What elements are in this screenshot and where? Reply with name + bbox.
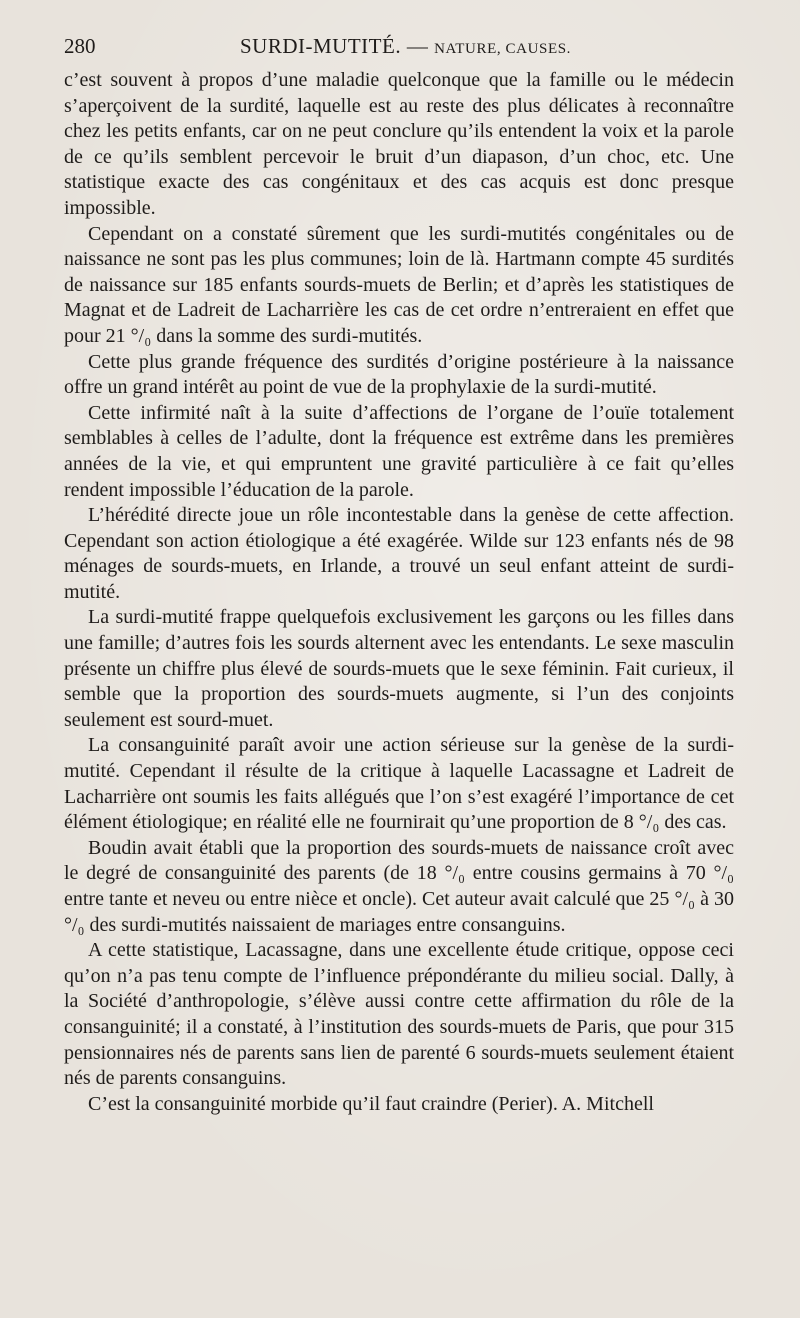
running-head xyxy=(240,34,571,59)
body-text xyxy=(64,68,734,1117)
paragraph: A cette statistique, Lacassagne, dans une excellente étude critique, oppose ceci qu’on n’a pas tenu compte de l’influence prépondérante du milieu social. Dally, à la Société d’anthropologie, s’élève aussi contre cette affirmation du rôle de la consanguinité; il a constaté, à l’institution des sourds-muets de Paris, que pour 315 pensionnaires nés de parents sans lien de parenté 6 sourds-muets seulement étaient nés de parents consanguins. xyxy=(64,939,734,1090)
paragraph: Boudin avait établi que la proportion des sourds-muets de naissance croît avec le degré de consanguinité des parents (de 18 °/₀ entre cousins germains à 70 °/₀ entre tante et neveu ou entre nièce et oncle). Cet auteur avait calculé que 25 °/₀ à 30 °/₀ des surdi-mutités naissaient de mariages entre consanguins. xyxy=(64,836,734,936)
paragraph: c’est souvent à propos d’une maladie quelconque que la famille ou le médecin s’aperçoivent de la surdité, laquelle est au reste des plus délicates à reconnaître chez les petits enfants, car on ne peut conclure qu’ils entendent la voix et la parole de ce qu’ils semblent percevoir le bruit d’un diapason, d’un choc, etc. Une statistique exacte des cas congénitaux et des cas acquis est donc presque impossible. xyxy=(64,69,734,219)
paragraph: La consanguinité paraît avoir une action sérieuse sur la genèse de la surdi-mutité. Cependant il résulte de la critique à laquelle Lacassagne et Ladreit de Lacharrière ont soumis les faits allégués que l’on s’est exagéré l’importance de cet élément étiologique; en réalité elle ne fournirait qu’une proportion de 8 °/₀ des cas. xyxy=(64,734,734,834)
running-head-title: SURDI-MUTITÉ. — xyxy=(240,34,435,58)
paragraph: La surdi-mutité frappe quelquefois exclusivement les garçons ou les filles dans une famille; d’autres fois les sourds alternent avec les entendants. Le sexe masculin présente un chiffre plus élevé de sourds-muets que le sexe féminin. Fait curieux, il semble que la proportion des sourds-muets augmente, si l’un des conjoints seulement est sourd-muet. xyxy=(64,606,734,731)
paragraph: Cette infirmité naît à la suite d’affections de l’organe de l’ouïe totalement semblables à celles de l’adulte, dont la fréquence est extrême dans les premières années de la vie, et qui empruntent une gravité particulière à ce fait qu’elles rendent impossible l’éducation de la parole. xyxy=(64,401,734,501)
running-head-subtitle: NATURE, CAUSES. xyxy=(434,41,572,57)
page-header xyxy=(64,34,760,64)
paragraph: L’hérédité directe joue un rôle incontestable dans la genèse de cette affection. Cependant son action étiologique a été exagérée. Wilde sur 123 enfants nés de 98 ménages de sourds-muets, en Irlande, a trouvé un seul enfant atteint de surdi-mutité. xyxy=(64,504,734,603)
paragraph: Cette plus grande fréquence des surdités d’origine postérieure à la naissance offre un grand intérêt au point de vue de la prophylaxie de la surdi-mutité. xyxy=(64,350,734,399)
paragraph: C’est la consanguinité morbide qu’il faut craindre (Perier). A. Mitchell xyxy=(88,1092,654,1115)
paragraph: Cependant on a constaté sûrement que les surdi-mutités congénitales ou de naissance ne sont pas les plus communes; loin de là. Hartmann compte 45 surdités de naissance sur 185 enfants sourds-muets de Berlin; et d’après les statistiques de Magnat et de Ladreit de Lacharrière les cas de cet ordre n’entreraient en effet que pour 21 °/₀ dans la somme des surdi-mutités. xyxy=(64,222,734,347)
page-number: 280 xyxy=(64,34,96,58)
